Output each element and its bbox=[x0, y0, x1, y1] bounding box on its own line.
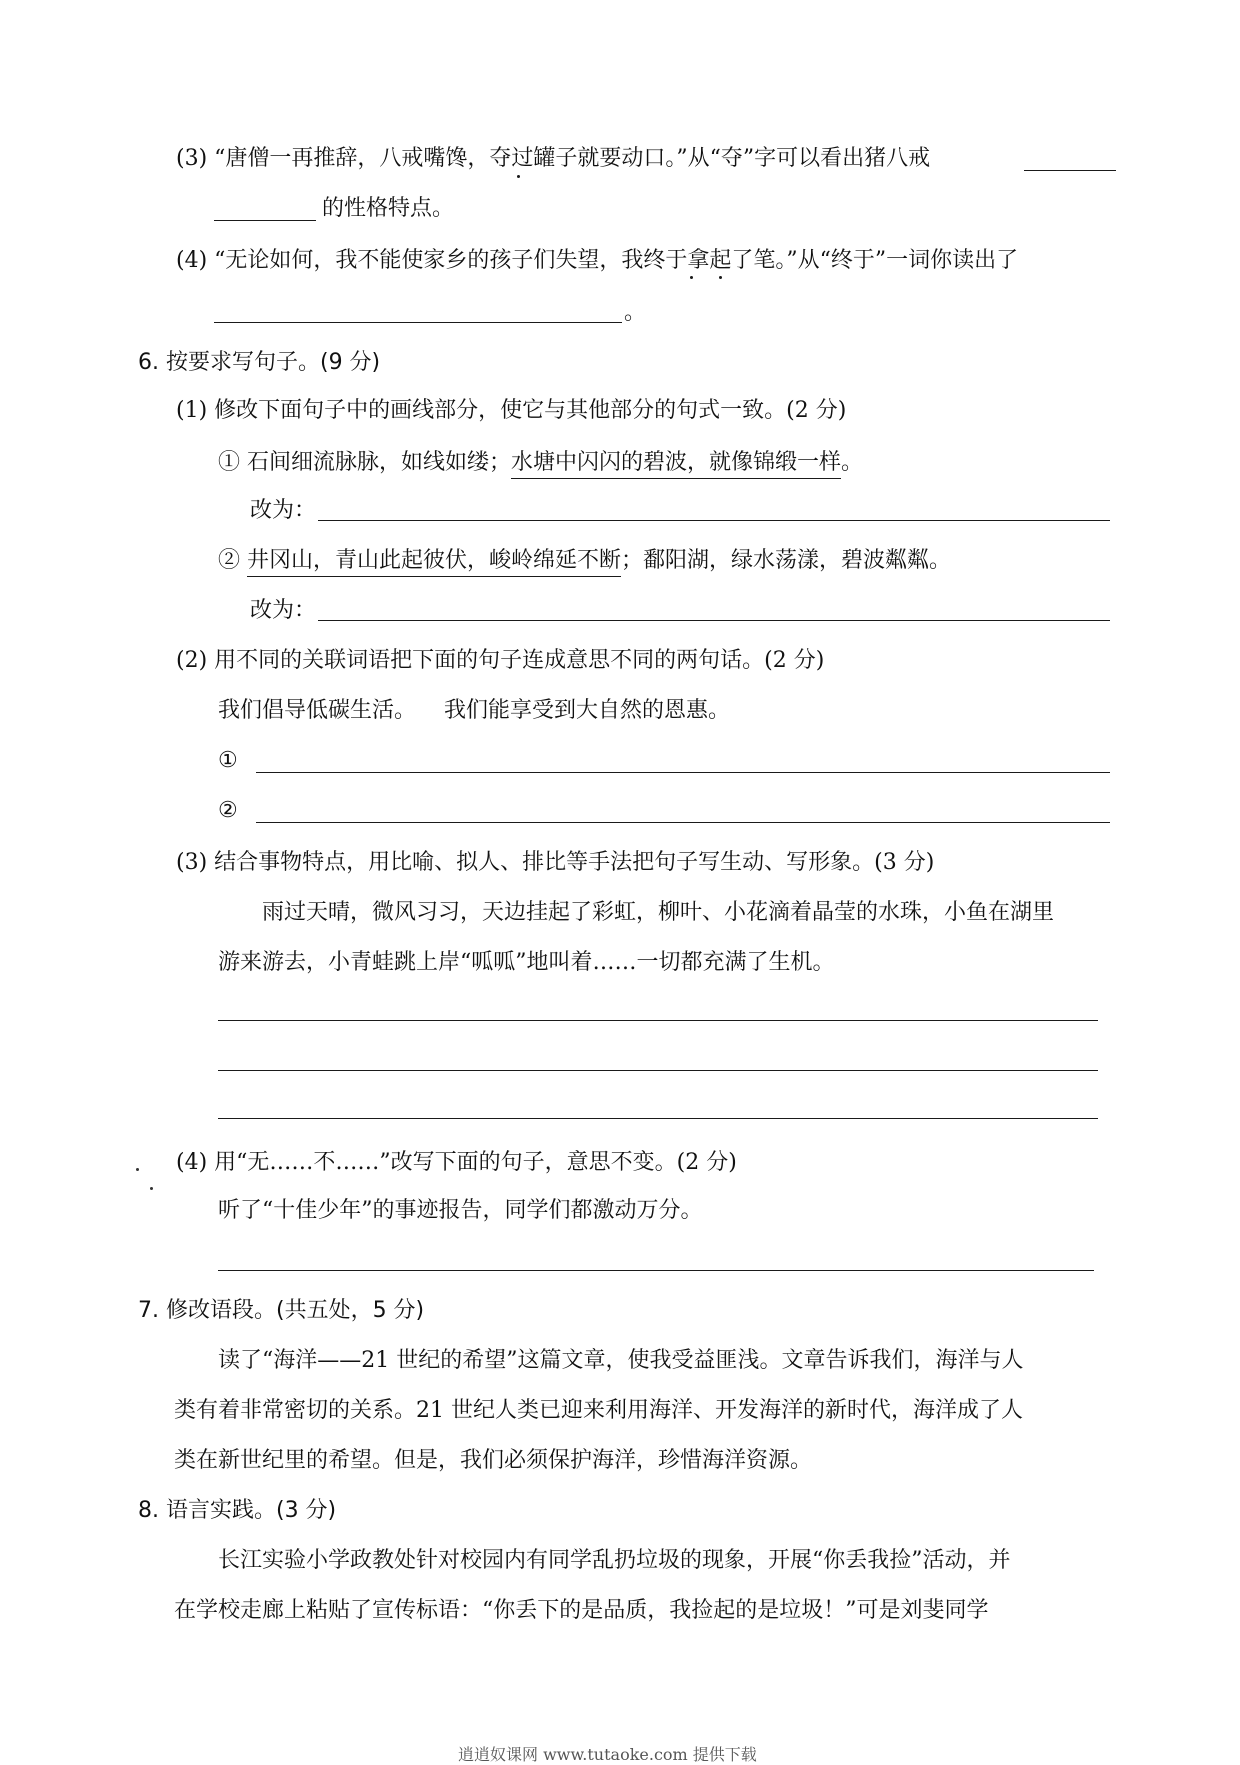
q7-title: 7. 修改语段。(共五处，5 分) bbox=[138, 1298, 425, 1323]
emphasis-dot bbox=[719, 276, 722, 279]
q6-p3-title: (3) 结合事物特点，用比喻、拟人、排比等手法把句子写生动、写形象。(3 分) bbox=[176, 850, 935, 875]
q6-p4-answer-line[interactable] bbox=[218, 1270, 1094, 1271]
answer-number: ② bbox=[218, 798, 238, 823]
item1-underlined-part: 水塘中闪闪的碧波，就像锦缎一样 bbox=[511, 450, 841, 479]
item2-plain: ；鄱阳湖，绿水荡漾，碧波粼粼。 bbox=[621, 548, 952, 573]
q5-sub4-text: (4) “无论如何，我不能使家乡的孩子们失望，我终于拿起了笔。”从“终于”一词你读出了 bbox=[176, 248, 1019, 273]
q6-p1-item1 bbox=[218, 452, 863, 474]
scan-speck bbox=[150, 1187, 153, 1190]
change-label: 改为： bbox=[250, 598, 317, 623]
q6-p1-item2 bbox=[218, 550, 951, 572]
emphasis-dot bbox=[517, 175, 520, 178]
q5-sub4-end: 。 bbox=[624, 300, 647, 325]
q6-p2-answer-line-1[interactable] bbox=[256, 772, 1110, 773]
page-footer-source: 逍逍奴课网 www.tutaoke.com 提供下载 bbox=[458, 1745, 757, 1764]
scan-speck bbox=[136, 1168, 139, 1171]
q6-p4-sentence: 听了“十佳少年”的事迹报告，同学们都激动万分。 bbox=[218, 1198, 703, 1223]
q6-p1-title: (1) 修改下面句子中的画线部分，使它与其他部分的句式一致。(2 分) bbox=[176, 398, 847, 423]
q6-p3-answer-line-2[interactable] bbox=[218, 1070, 1098, 1071]
item-number: ① bbox=[218, 450, 241, 475]
item1-end: 。 bbox=[841, 450, 864, 475]
q6-p3-answer-line-1[interactable] bbox=[218, 1020, 1098, 1021]
answer-number: ① bbox=[218, 748, 238, 773]
q5-sub4-answer-blank[interactable] bbox=[214, 322, 622, 323]
q6-p2-answer-line-2[interactable] bbox=[256, 822, 1110, 823]
q5-sub3-answer-blank-a[interactable] bbox=[1024, 170, 1116, 171]
q5-sub3-answer-blank-b[interactable] bbox=[214, 220, 316, 221]
q8-line1: 长江实验小学政教处针对校园内有同学乱扔垃圾的现象，开展“你丢我捡”活动，并 bbox=[218, 1548, 1011, 1573]
item1-plain: 石间细流脉脉，如线如缕； bbox=[247, 450, 512, 475]
q5-sub3-text: (3) “唐僧一再推辞，八戒嘴馋，夺过罐子就要动口。”从“夺”字可以看出猪八戒 bbox=[176, 146, 931, 171]
q7-line1: 读了“海洋——21 世纪的希望”这篇文章，使我受益匪浅。文章告诉我们，海洋与人 bbox=[218, 1348, 1024, 1373]
q6-p2-title: (2) 用不同的关联词语把下面的句子连成意思不同的两句话。(2 分) bbox=[176, 648, 825, 673]
q6-p3-answer-line-3[interactable] bbox=[218, 1118, 1098, 1119]
q8-title: 8. 语言实践。(3 分) bbox=[138, 1498, 337, 1523]
q6-p4-title: (4) 用“无……不……”改写下面的句子，意思不变。(2 分) bbox=[176, 1150, 737, 1175]
change-label: 改为： bbox=[250, 498, 317, 523]
q6-p3-line2: 游来游去，小青蛙跳上岸“呱呱”地叫着……一切都充满了生机。 bbox=[218, 950, 835, 975]
q7-line2: 类有着非常密切的关系。21 世纪人类已迎来利用海洋、开发海洋的新时代，海洋成了人 bbox=[174, 1398, 1023, 1423]
q8-line2: 在学校走廊上粘贴了宣传标语：“你丢下的是品质，我捡起的是垃圾！”可是刘斐同学 bbox=[174, 1598, 989, 1623]
q6-p2-sentence: 我们倡导低碳生活。 我们能享受到大自然的恩惠。 bbox=[218, 698, 730, 723]
item-number: ② bbox=[218, 548, 241, 573]
q6-p1-item2-answer-line[interactable] bbox=[318, 620, 1110, 621]
q7-line3: 类在新世纪里的希望。但是，我们必须保护海洋，珍惜海洋资源。 bbox=[174, 1448, 813, 1473]
q5-sub3-tail: 的性格特点。 bbox=[322, 196, 455, 221]
item2-underlined-part: 井冈山，青山此起彼伏，峻岭绵延不断 bbox=[247, 548, 621, 577]
q6-title: 6. 按要求写句子。(9 分) bbox=[138, 350, 381, 375]
q6-p1-item1-answer-line[interactable] bbox=[318, 520, 1110, 521]
emphasis-dot bbox=[690, 276, 693, 279]
q6-p3-line1: 雨过天晴，微风习习，天边挂起了彩虹，柳叶、小花滴着晶莹的水珠，小鱼在湖里 bbox=[262, 900, 1055, 925]
